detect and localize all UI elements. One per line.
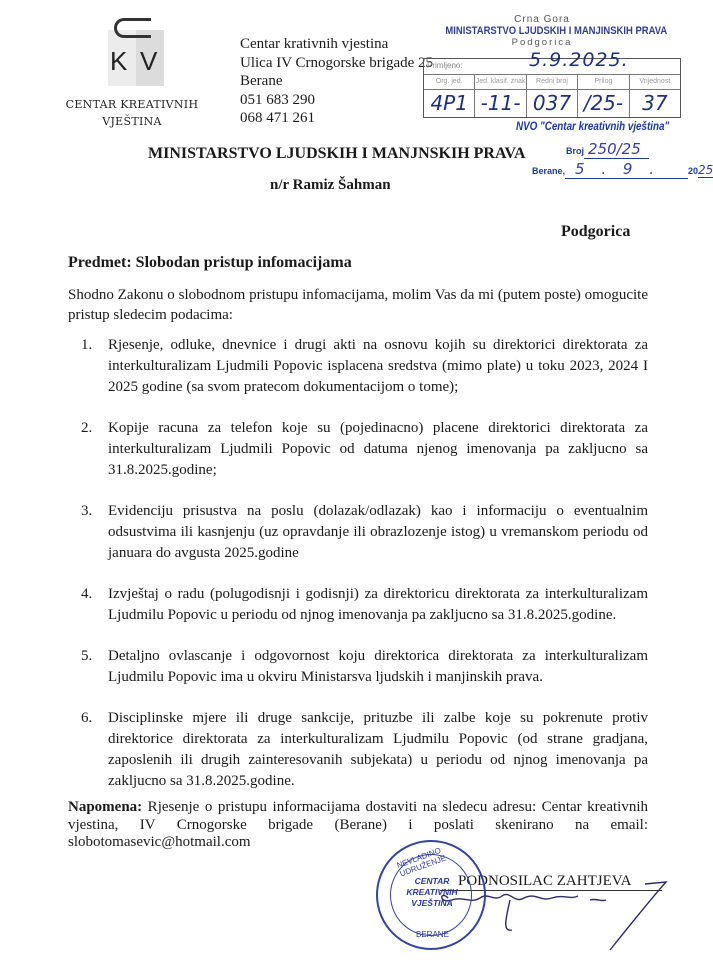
nvo-stamp-title: NVO "Centar kreativnih vještina" [516, 119, 670, 133]
round-stamp-bottom-text: BERANE [416, 930, 449, 939]
stamp-header: Jed. klasif. znak [475, 75, 526, 89]
applicant-label: PODNOSILAC ZAHTJEVA [458, 873, 632, 889]
item-text: Disciplinske mjere ili druge sankcije, prituzbe ili zalbe koje su pokrenute protiv direktorice direktorata za interkulturalizam Ljudmilu Popovic (od strane gradjana, zaposlenih ili drugih zainteresovanih subjekata) u periodu od njnog imenovanja pa zakljucno sa 31.8.2025.godine. [108, 710, 648, 789]
recipient-name: MINISTARSTVO LJUDSKIH I MANJNSKIH PRAVA [148, 145, 526, 162]
item-text: Izvještaj o radu (polugodisnji i godisnji) za direktoricu direktorata za interkulturalizam Ljudmilu Popovic u periodu od njnog imenovanja pa zakljucno sa 31.8.2025.godine. [108, 586, 648, 623]
org-name-line2: VJEŠTINA [102, 115, 162, 128]
stamp-header: Vrijednost [639, 78, 671, 85]
stamp-header: Prilog [578, 75, 629, 89]
stamp-cell: -11- [475, 90, 526, 117]
organization-round-stamp [376, 840, 486, 950]
note-label: Napomena: [68, 799, 143, 815]
stamp-cell: /25- [578, 90, 629, 117]
item-text: Kopije racuna za telefon koje su (pojedinacno) placene direktorici direktorata za interkulturalizam Ljudmili Popovic od datuma njenog imenovanja pa zakljucno sa 31.8.2025.godine; [108, 420, 648, 478]
stamp-cell: 37 [642, 91, 668, 115]
recipient-city: Podgorica [561, 223, 631, 240]
item-number: 1. [81, 337, 93, 353]
logo-letter-v: V [140, 46, 158, 76]
item-text: Evidenciju prisustva na poslu (dolazak/odlazak) kao i informaciju o eventualnim odsustvima ili kasnjenju (uz opravdanje ili obrazlozenje istog) u vremanskom periodu od januara do avgusta 2025.godine [108, 503, 648, 561]
receipt-stamp-table [423, 49, 681, 118]
sender-street: Ulica IV Crnogorske brigade 25 [240, 54, 434, 71]
stamp-header: Org. jed. [424, 75, 475, 89]
stamp-country: Crna Gora [514, 14, 570, 25]
broj-value: 250/25 [584, 140, 649, 159]
list-item [68, 501, 648, 564]
received-row [424, 49, 680, 75]
item-text: Detaljno ovlascanje i odgovornost koju direktorica direktorata za interkulturalizam Ljudmilu Popovic ima u okviru Ministarsva ljudskih i manjinskih prava. [108, 648, 648, 685]
item-number: 5. [81, 648, 93, 664]
received-label: Primljeno: [427, 61, 463, 70]
year-prefix: 20 [687, 166, 698, 176]
sender-phone-1: 051 683 290 [240, 91, 315, 108]
sender-address [240, 35, 433, 128]
nvo-stamp-date [532, 160, 713, 178]
list-item [68, 708, 648, 792]
note-text: Rjesenje o pristupu informacijama dostaviti na sledecu adresu: Centar kreativnih vjestina, IV Crnogorske brigade (Berane) i poslati skenirano na email: slobotomasevic@hotmail.com [68, 799, 648, 850]
round-stamp-line2: KREATIVNIH [406, 887, 458, 897]
item-number: 3. [81, 503, 93, 519]
stamp-headers-row [424, 75, 680, 90]
stamp-cell: 4P1 [424, 90, 475, 117]
date-value: 5 . 9 . [565, 160, 688, 179]
sender-city: Berane [240, 73, 283, 89]
year-suffix: 25 [697, 163, 713, 177]
item-text: Rjesenje, odluke, dnevnice i drugi akti na osnovu kojih su direktorici direktorata za interkulturalizam Ljudmili Popovic isplacena sredstva (mimo plate) u toku 2023, 2024 I 2025 godine (sa svom pratecom dokumentacijom o tome); [108, 337, 648, 395]
note-paragraph [68, 799, 648, 852]
subject-line: Predmet: Slobodan pristup infomacijama [68, 254, 352, 271]
item-number: 2. [81, 420, 93, 436]
item-number: 6. [81, 710, 93, 726]
intro-paragraph: Shodno Zakonu o slobodnom pristupu infomacijama, molim Vas da mi (putem poste) omogucite pristup sledecim podacima: [68, 287, 648, 323]
logo-letter-k: K [110, 46, 128, 76]
request-list [68, 335, 648, 792]
sender-name: Centar krativnih vjestina [240, 36, 389, 52]
list-item [68, 584, 648, 626]
received-date: 5.9.2025. [529, 49, 629, 71]
stamp-reference-row [424, 90, 680, 117]
org-name-line1: CENTAR KREATIVNIH [65, 98, 199, 111]
nvo-stamp-number [566, 140, 649, 158]
ministry-receipt-stamp [425, 14, 679, 48]
place-label: Berane, [532, 166, 566, 176]
list-item [68, 335, 648, 398]
logo [100, 18, 170, 88]
round-stamp-line3: VJEŠTINA [411, 898, 453, 908]
stamp-header: Redni broj [527, 75, 578, 89]
item-number: 4. [81, 586, 93, 602]
round-stamp-line1: CENTAR [414, 876, 450, 886]
logo-c-shape [114, 18, 151, 38]
stamp-ministry: MINISTARSTVO LJUDSKIH I MANJINSKIH PRAVA [445, 25, 668, 37]
sender-phone-2: 068 471 261 [240, 110, 315, 126]
round-stamp-center-text [392, 876, 472, 909]
org-name [62, 96, 202, 130]
stamp-cell: 037 [527, 90, 578, 117]
recipient-attention: n/r Ramiz Šahman [270, 177, 391, 193]
round-stamp-top-text: NEVLADINO UDRUŽENJE [395, 845, 448, 879]
list-item [68, 646, 648, 688]
broj-label: Broj [566, 146, 584, 156]
stamp-city: Podgorica [511, 37, 573, 48]
list-item [68, 418, 648, 481]
